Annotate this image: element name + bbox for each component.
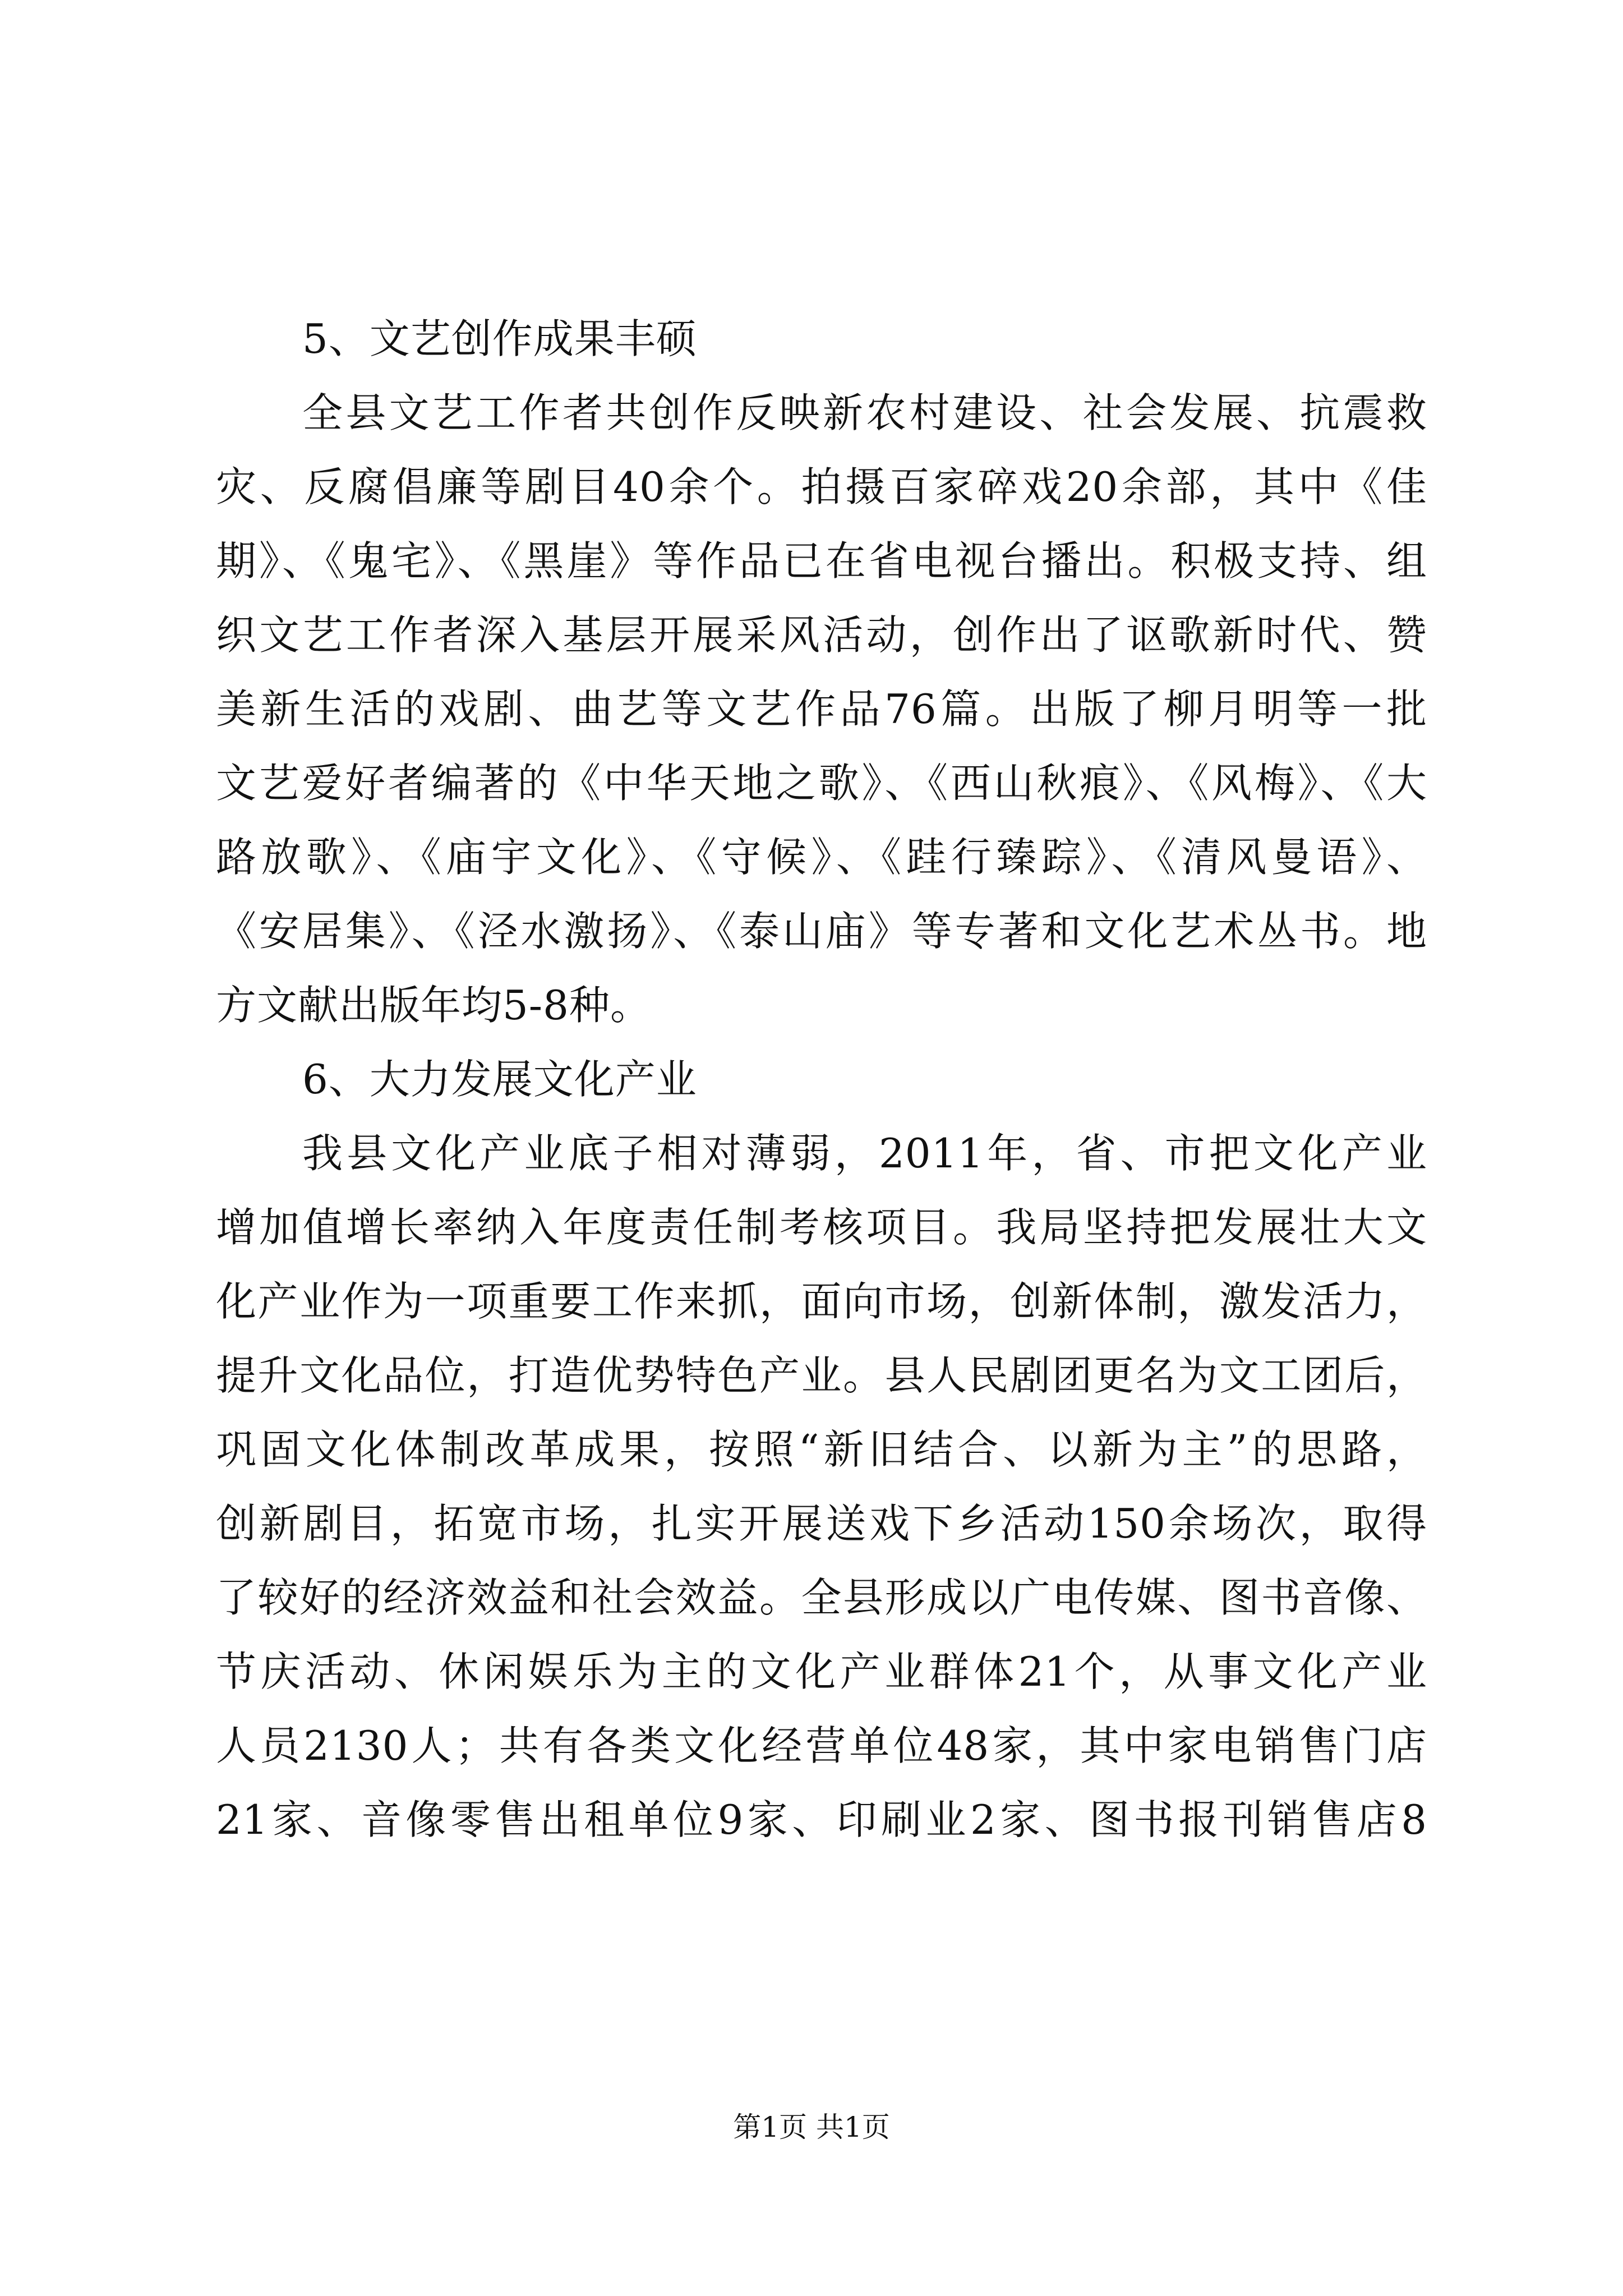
paragraph-line: 织文艺工作者深入基层开展采风活动，创作出了讴歌新时代、赞 bbox=[216, 611, 1427, 659]
paragraph-line: 灾、反腐倡廉等剧目40余个。拍摄百家碎戏20余部，其中《佳 bbox=[216, 463, 1427, 510]
paragraph-line: 化产业作为一项重要工作来抓，面向市场，创新体制，激发活力， bbox=[216, 1278, 1427, 1325]
paragraph-line: 人员2130人；共有各类文化经营单位48家，其中家电销售门店 bbox=[216, 1722, 1427, 1769]
paragraph-line: 节庆活动、休闲娱乐为主的文化产业群体21个，从事文化产业 bbox=[216, 1648, 1427, 1695]
paragraph-line: 我县文化产业底子相对薄弱，2011年，省、市把文化产业 bbox=[302, 1130, 1427, 1177]
paragraph-line: 路放歌》、《庙宇文化》、《守候》、《跬行臻踪》、《清风曼语》、 bbox=[216, 834, 1427, 881]
paragraph-line: 21家、音像零售出租单位9家、印刷业2家、图书报刊销售店8 bbox=[216, 1796, 1427, 1843]
paragraph-line: 《安居集》、《泾水激扬》、《泰山庙》等专著和文化艺术丛书。地 bbox=[216, 908, 1427, 955]
paragraph-line: 全县文艺工作者共创作反映新农村建设、社会发展、抗震救 bbox=[302, 389, 1427, 436]
section-heading-6: 6、大力发展文化产业 bbox=[302, 1056, 697, 1103]
paragraph-line: 了较好的经济效益和社会效益。全县形成以广电传媒、图书音像、 bbox=[216, 1574, 1427, 1621]
page-number-footer: 第1页 共1页 bbox=[733, 2111, 890, 2143]
paragraph-line: 巩固文化体制改革成果，按照“新旧结合、以新为主”的思路， bbox=[216, 1426, 1427, 1473]
paragraph-line: 增加值增长率纳入年度责任制考核项目。我局坚持把发展壮大文 bbox=[216, 1204, 1427, 1251]
paragraph-line: 文艺爱好者编著的《中华天地之歌》、《西山秋痕》、《风梅》、《大 bbox=[216, 760, 1427, 807]
paragraph-line: 美新生活的戏剧、曲艺等文艺作品76篇。出版了柳月明等一批 bbox=[216, 685, 1427, 733]
paragraph-line: 期》、《鬼宅》、《黑崖》等作品已在省电视台播出。积极支持、组 bbox=[216, 537, 1427, 585]
document-body bbox=[216, 302, 1427, 1857]
paragraph-line: 提升文化品位，打造优势特色产业。县人民剧团更名为文工团后， bbox=[216, 1352, 1427, 1399]
section-heading-5: 5、文艺创作成果丰硕 bbox=[302, 315, 697, 362]
paragraph-line: 创新剧目，拓宽市场，扎实开展送戏下乡活动150余场次，取得 bbox=[216, 1500, 1427, 1547]
paragraph-line: 方文献出版年均5-8种。 bbox=[216, 982, 651, 1029]
